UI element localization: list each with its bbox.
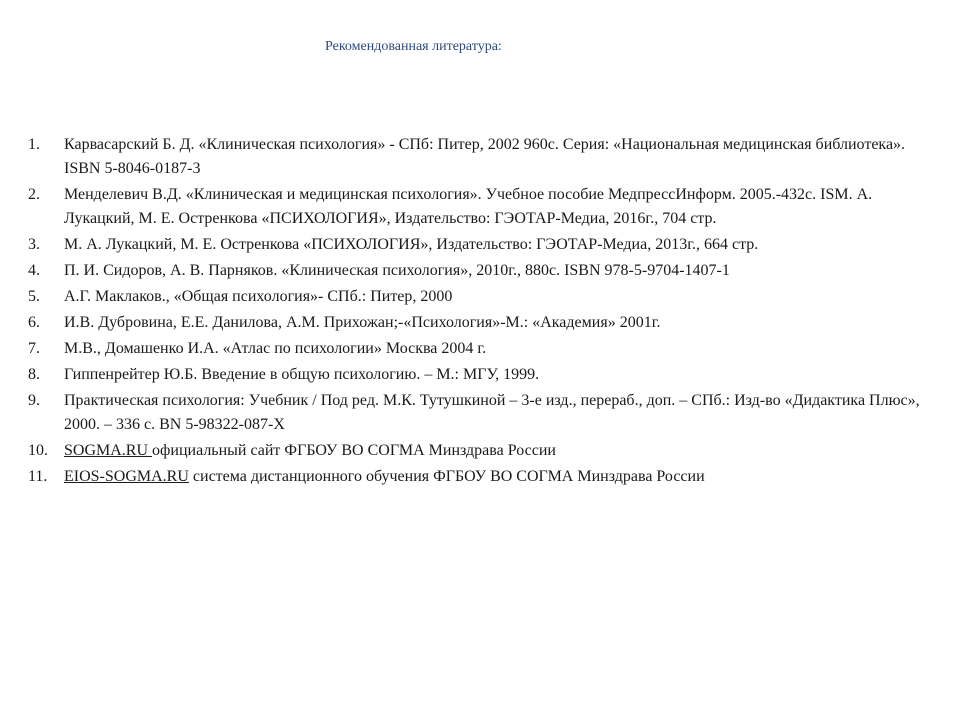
slide-title: Рекомендованная литература:	[325, 39, 502, 54]
reference-text: Карвасарский Б. Д. «Клиническая психология» - СПб: Питер, 2002 960с. Серия: «Национальная медицинская библиотека». ISBN 5-8046-0187-3	[64, 136, 906, 177]
reference-item	[28, 337, 928, 361]
reference-text: Гиппенрейтер Ю.Б. Введение в общую психологию. – М.: МГУ, 1999.	[64, 366, 540, 383]
reference-text: Менделевич В.Д. «Клиническая и медицинская психология». Учебное пособие МедпрессИнформ. 2005.-432с. ISM. А. Лукацкий, М. Е. Остренкова «ПСИХОЛОГИЯ», Издательство: ГЭОТАР-Медиа, 2016г., 704 стр.	[64, 186, 873, 227]
reference-text: М.В., Домашенко И.А. «Атлас по психологии» Москва 2004 г.	[64, 340, 487, 357]
reference-text: М. А. Лукацкий, М. Е. Остренкова «ПСИХОЛОГИЯ», Издательство: ГЭОТАР-Медиа, 2013г., 664 стр.	[64, 236, 759, 253]
sogma-website-link[interactable]: SOGMA.RU	[64, 442, 153, 459]
reference-text-rest: официальный сайт ФГБОУ ВО СОГМА Минздрава России	[152, 442, 556, 459]
reference-number: 8.	[28, 366, 40, 383]
reference-item	[28, 363, 928, 387]
reference-number: 5.	[28, 288, 40, 305]
reference-text: Практическая психология: Учебник / Под ред. М.К. Тутушкиной – 3-е изд., перераб., доп. – СПб.: Изд-во «Дидактика Плюс», 2000. – 336 с. BN 5-98322-087-Х	[64, 392, 920, 433]
reference-text-rest: система дистанционного обучения ФГБОУ ВО СОГМА Минздрава России	[188, 468, 705, 485]
eios-sogma-link[interactable]: EIOS-SOGMA.RU	[64, 468, 189, 485]
reference-number: 10.	[28, 442, 48, 459]
reference-item	[28, 439, 928, 463]
reference-number: 7.	[28, 340, 40, 357]
reference-text	[64, 439, 928, 463]
reference-item	[28, 465, 928, 489]
reference-text: И.В. Дубровина, Е.Е. Данилова, А.М. Прихожан;-«Психология»-М.: «Академия» 2001г.	[64, 314, 661, 331]
reference-text: А.Г. Маклаков., «Общая психология»- СПб.: Питер, 2000	[64, 288, 453, 305]
reference-number: 11.	[28, 468, 48, 485]
reference-item	[28, 311, 928, 335]
reference-item	[28, 183, 928, 231]
reference-number: 9.	[28, 392, 40, 409]
reference-list	[28, 133, 928, 491]
reference-item	[28, 233, 928, 257]
reference-item	[28, 285, 928, 309]
reference-text: П. И. Сидоров, А. В. Парняков. «Клиническая психология», 2010г., 880с. ISBN 978-5-9704-1407-1	[64, 262, 730, 279]
reference-number: 1.	[28, 136, 40, 153]
reference-item	[28, 259, 928, 283]
reference-text	[64, 465, 928, 489]
reference-number: 3.	[28, 236, 40, 253]
reference-item	[28, 133, 928, 181]
reference-number: 4.	[28, 262, 40, 279]
reference-item	[28, 389, 928, 437]
reference-number: 2.	[28, 186, 40, 203]
reference-number: 6.	[28, 314, 40, 331]
